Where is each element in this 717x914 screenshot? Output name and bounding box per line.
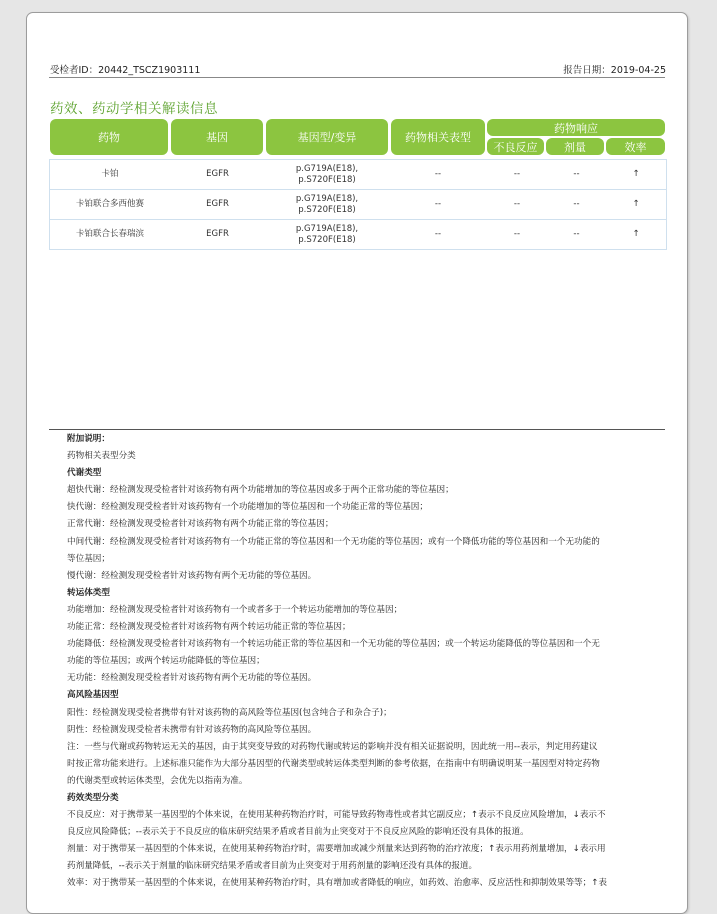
cell-variant: [265, 190, 389, 219]
cell-drug: 卡铂: [101, 169, 119, 179]
risk-heading: 高风险基因型: [67, 690, 119, 701]
cell-dose: --: [573, 169, 580, 179]
cell-drug: 卡铂联合长春瑞滨: [75, 229, 144, 239]
note-line: 阴性：经检测发现受检者未携带有针对该药物的高风险等位基因。: [67, 724, 317, 735]
note-line: 无功能：经检测发现受检者针对该药物有两个无功能的等位基因。: [67, 673, 317, 684]
cell-efficacy: ↑: [632, 229, 640, 239]
drug-table: [49, 159, 667, 250]
variant-line: p.S720F(E18): [298, 174, 356, 185]
header-genotype: 基因型/变异: [266, 119, 388, 155]
note-line: 剂量：对于携带某一基因型的个体来说，在使用某种药物治疗时，需要增加或减少剂量来达到药物的治疗浓度；↑表示用药剂量增加，↓表示用: [67, 844, 606, 855]
note-line: 时按正常功能来进行。上述标准只能作为大部分基因型的代谢类型或转运体类型判断的参考依据，在指南中有明确说明某一基因型对特定药物: [67, 758, 600, 769]
note-line: 效率：对于携带某一基因型的个体来说，在使用某种药物治疗时，具有增加或者降低的响应，如药效、治愈率、反应活性和抑制效果等等；↑表: [67, 878, 608, 889]
cell-efficacy: ↑: [632, 199, 640, 209]
cell-drug: 卡铂联合多西他赛: [75, 199, 144, 209]
metabolic-heading: 代谢类型: [67, 468, 102, 479]
cell-variant: [265, 220, 389, 249]
header-efficacy: 效率: [606, 138, 665, 155]
notes-title: 附加说明：: [67, 434, 110, 444]
cell-adverse: --: [513, 199, 521, 209]
report-page: [26, 12, 688, 914]
cell-gene: EGFR: [206, 229, 229, 239]
header-response: 药物响应: [487, 119, 665, 136]
note-line: 超快代谢：经检测发现受检者针对该药物有两个功能增加的等位基因或多于两个正常功能的等位基因；: [67, 485, 454, 496]
header-dose: 剂量: [546, 138, 604, 155]
note-line: 等位基因；: [67, 553, 110, 564]
notes-subtitle: 药物相关表型分类: [67, 451, 136, 462]
cell-phenotype: --: [434, 229, 442, 239]
table-row: [50, 190, 666, 220]
variant-line: p.G719A(E18),: [295, 193, 359, 204]
header-drug: 药物: [50, 119, 168, 155]
cell-adverse: --: [513, 229, 521, 239]
variant-line: p.G719A(E18),: [295, 163, 359, 174]
transporter-heading: 转运体类型: [67, 587, 110, 598]
variant-line: p.S720F(E18): [298, 234, 356, 245]
report-date: 报告日期：2019-04-25: [563, 65, 666, 76]
patient-id: 受检者ID：20442_TSCZ1903111: [50, 65, 201, 76]
note-line: 药剂量降低，--表示关于剂量的临床研究结果矛盾或者目前为止突变对于用药剂量的影响还没有具体的报道。: [67, 861, 478, 872]
cell-phenotype: --: [434, 169, 442, 179]
note-line: 良反应风险降低；--表示关于不良反应的临床研究结果矛盾或者目前为止突变对于不良反应风险的影响还没有具体的报道。: [67, 827, 529, 838]
notes-divider: [49, 429, 665, 430]
note-line: 的代谢类型或转运体类型，会优先以指南为准。: [67, 775, 248, 786]
variant-line: p.S720F(E18): [298, 204, 356, 215]
cell-variant: [265, 160, 389, 189]
cell-gene: EGFR: [206, 169, 229, 179]
header-gene: 基因: [171, 119, 263, 155]
note-line: 快代谢：经检测发现受检者针对该药物有一个功能增加的等位基因和一个功能正常的等位基因；: [67, 502, 428, 513]
cell-phenotype: --: [434, 199, 442, 209]
cell-adverse: --: [513, 169, 521, 179]
note-line: 中间代谢：经检测发现受检者针对该药物有一个功能正常的等位基因和一个无功能的等位基因；或有一个降低功能的等位基因和一个无功能的: [67, 536, 600, 547]
header-adverse: 不良反应: [487, 138, 544, 155]
notes-section: [67, 431, 663, 893]
cell-efficacy: ↑: [632, 169, 640, 179]
section-title: 药效、药动学相关解读信息: [50, 101, 218, 117]
header-divider: [49, 77, 665, 78]
table-row: [50, 220, 666, 249]
note-line: 功能正常：经检测发现受检者针对该药物有两个转运功能正常的等位基因；: [67, 622, 351, 633]
note-line: 不良反应：对于携带某一基因型的个体来说，在使用某种药物治疗时，可能导致药物毒性或者其它副反应；↑表示不良反应风险增加，↓表示不: [67, 810, 606, 821]
note-line: 慢代谢：经检测发现受检者针对该药物有两个无功能的等位基因。: [67, 570, 317, 581]
cell-gene: EGFR: [206, 199, 229, 209]
header-phenotype: 药物相关表型: [391, 119, 485, 155]
note-line: 注：一些与代谢或药物转运无关的基因，由于其突变导致的对药物代谢或转运的影响并没有相关证据说明，因此统一用--表示，判定用药建议: [67, 741, 598, 752]
efficacy-heading: 药效类型分类: [67, 792, 119, 803]
cell-dose: --: [573, 199, 580, 209]
note-line: 正常代谢：经检测发现受检者针对该药物有两个功能正常的等位基因；: [67, 519, 334, 530]
table-row: [50, 160, 666, 190]
cell-dose: --: [573, 229, 580, 239]
note-line: 功能降低：经检测发现受检者针对该药物有一个转运功能正常的等位基因和一个无功能的等位基因；或一个转运功能降低的等位基因和一个无: [67, 639, 600, 650]
variant-line: p.G719A(E18),: [295, 223, 359, 234]
note-line: 功能增加：经检测发现受检者针对该药物有一个或者多于一个转运功能增加的等位基因；: [67, 604, 403, 615]
note-line: 功能的等位基因；或两个转运功能降低的等位基因；: [67, 656, 265, 667]
note-line: 阳性：经检测发现受检者携带有针对该药物的高风险等位基因(包含纯合子和杂合子)；: [67, 707, 392, 718]
